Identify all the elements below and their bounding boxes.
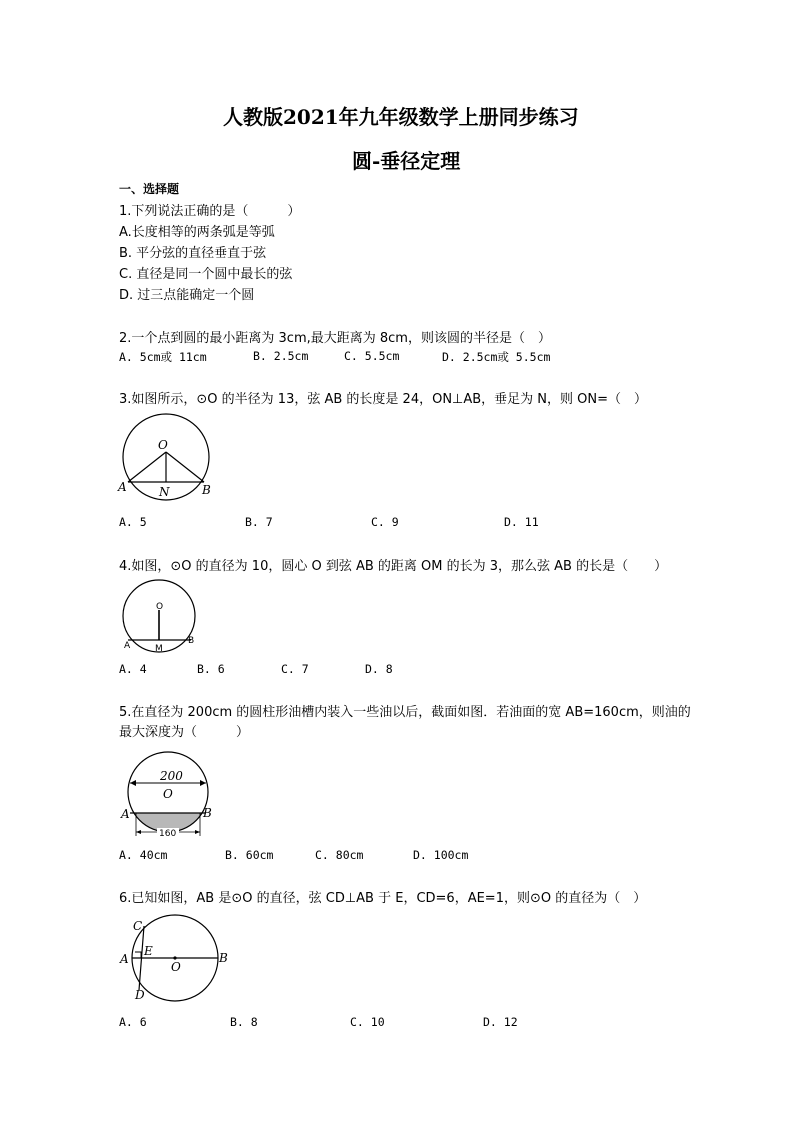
- option-c: C. 7: [281, 662, 309, 676]
- option-a: A. 40cm: [119, 848, 168, 862]
- option-b: B. 2.5cm: [253, 349, 309, 363]
- option-c: C. 直径是同一个圆中最长的弦: [119, 267, 293, 282]
- label-o: O: [156, 602, 164, 612]
- label-b: B: [202, 483, 211, 497]
- option-a: A. 5cm或 11cm: [119, 350, 207, 364]
- question-stem: 2.一个点到圆的最小距离为 3cm,最大距离为 8cm，则该圆的半径是（ ）: [119, 331, 551, 346]
- option-c: C. 9: [371, 515, 399, 529]
- question-stem: 3.如图所示，⊙O 的半径为 13，弦 AB 的长度是 24，ON⊥AB，垂足为 N，则 ON=（ ）: [119, 392, 648, 407]
- option-a: A. 5: [119, 515, 147, 529]
- label-c: C: [133, 919, 143, 933]
- label-a: A: [120, 952, 129, 966]
- option-c: C. 10: [350, 1015, 385, 1029]
- option-d: D. 过三点能确定一个圆: [119, 288, 255, 303]
- option-d: D. 11: [504, 515, 539, 529]
- page-title: 人教版2021年九年级数学上册同步练习: [223, 105, 579, 129]
- label-n: N: [159, 485, 170, 499]
- label-160: 160: [159, 829, 177, 839]
- option-d: D. 12: [483, 1015, 518, 1029]
- label-d: D: [135, 988, 145, 1002]
- option-b: B. 8: [230, 1015, 258, 1029]
- option-b: B. 7: [245, 515, 273, 529]
- label-b: B: [219, 951, 228, 965]
- option-a: A.长度相等的两条弧是等弧: [119, 225, 275, 240]
- circle-figure-4: [118, 578, 202, 654]
- label-e: E: [144, 944, 153, 958]
- label-b: B: [203, 806, 212, 820]
- label-o: O: [163, 787, 173, 801]
- option-c: C. 80cm: [315, 848, 364, 862]
- circle-figure-6: [118, 912, 232, 1006]
- question-stem: 6.已知如图，AB 是⊙O 的直径，弦 CD⊥AB 于 E，CD=6，AE=1，则⊙O 的直径为（ ）: [119, 891, 647, 906]
- label-o: O: [171, 960, 181, 974]
- label-200: 200: [160, 769, 183, 783]
- option-d: D. 2.5cm或 5.5cm: [442, 350, 551, 364]
- circle-figure-3: [118, 412, 218, 504]
- option-d: D. 8: [365, 662, 393, 676]
- question-stem-line-2: 最大深度为（ ）: [119, 725, 250, 740]
- oil-tank-figure-5: [118, 746, 218, 840]
- question-stem: 1.下列说法正确的是（ ）: [119, 204, 301, 219]
- label-a: A: [124, 641, 131, 651]
- label-a: A: [121, 807, 130, 821]
- option-a: A. 6: [119, 1015, 147, 1029]
- option-d: D. 100cm: [413, 848, 469, 862]
- option-c: C. 5.5cm: [344, 349, 400, 363]
- question-stem: 4.如图，⊙O 的直径为 10，圆心 O 到弦 AB 的距离 OM 的长为 3，那么弦 AB 的长是（ ）: [119, 559, 668, 574]
- option-b: B. 6: [197, 662, 225, 676]
- page-subtitle: 圆-垂径定理: [352, 149, 461, 173]
- label-b: B: [188, 636, 195, 646]
- label-a: A: [118, 480, 127, 494]
- label-o: O: [158, 438, 168, 452]
- section-heading: 一、选择题: [119, 182, 180, 196]
- label-m: M: [155, 644, 163, 654]
- question-stem-line-1: 5.在直径为 200cm 的圆柱形油槽内装入一些油以后，截面如图．若油面的宽 AB=160cm，则油的: [119, 705, 691, 720]
- option-a: A. 4: [119, 662, 147, 676]
- option-b: B. 60cm: [225, 848, 274, 862]
- option-b: B. 平分弦的直径垂直于弦: [119, 246, 267, 261]
